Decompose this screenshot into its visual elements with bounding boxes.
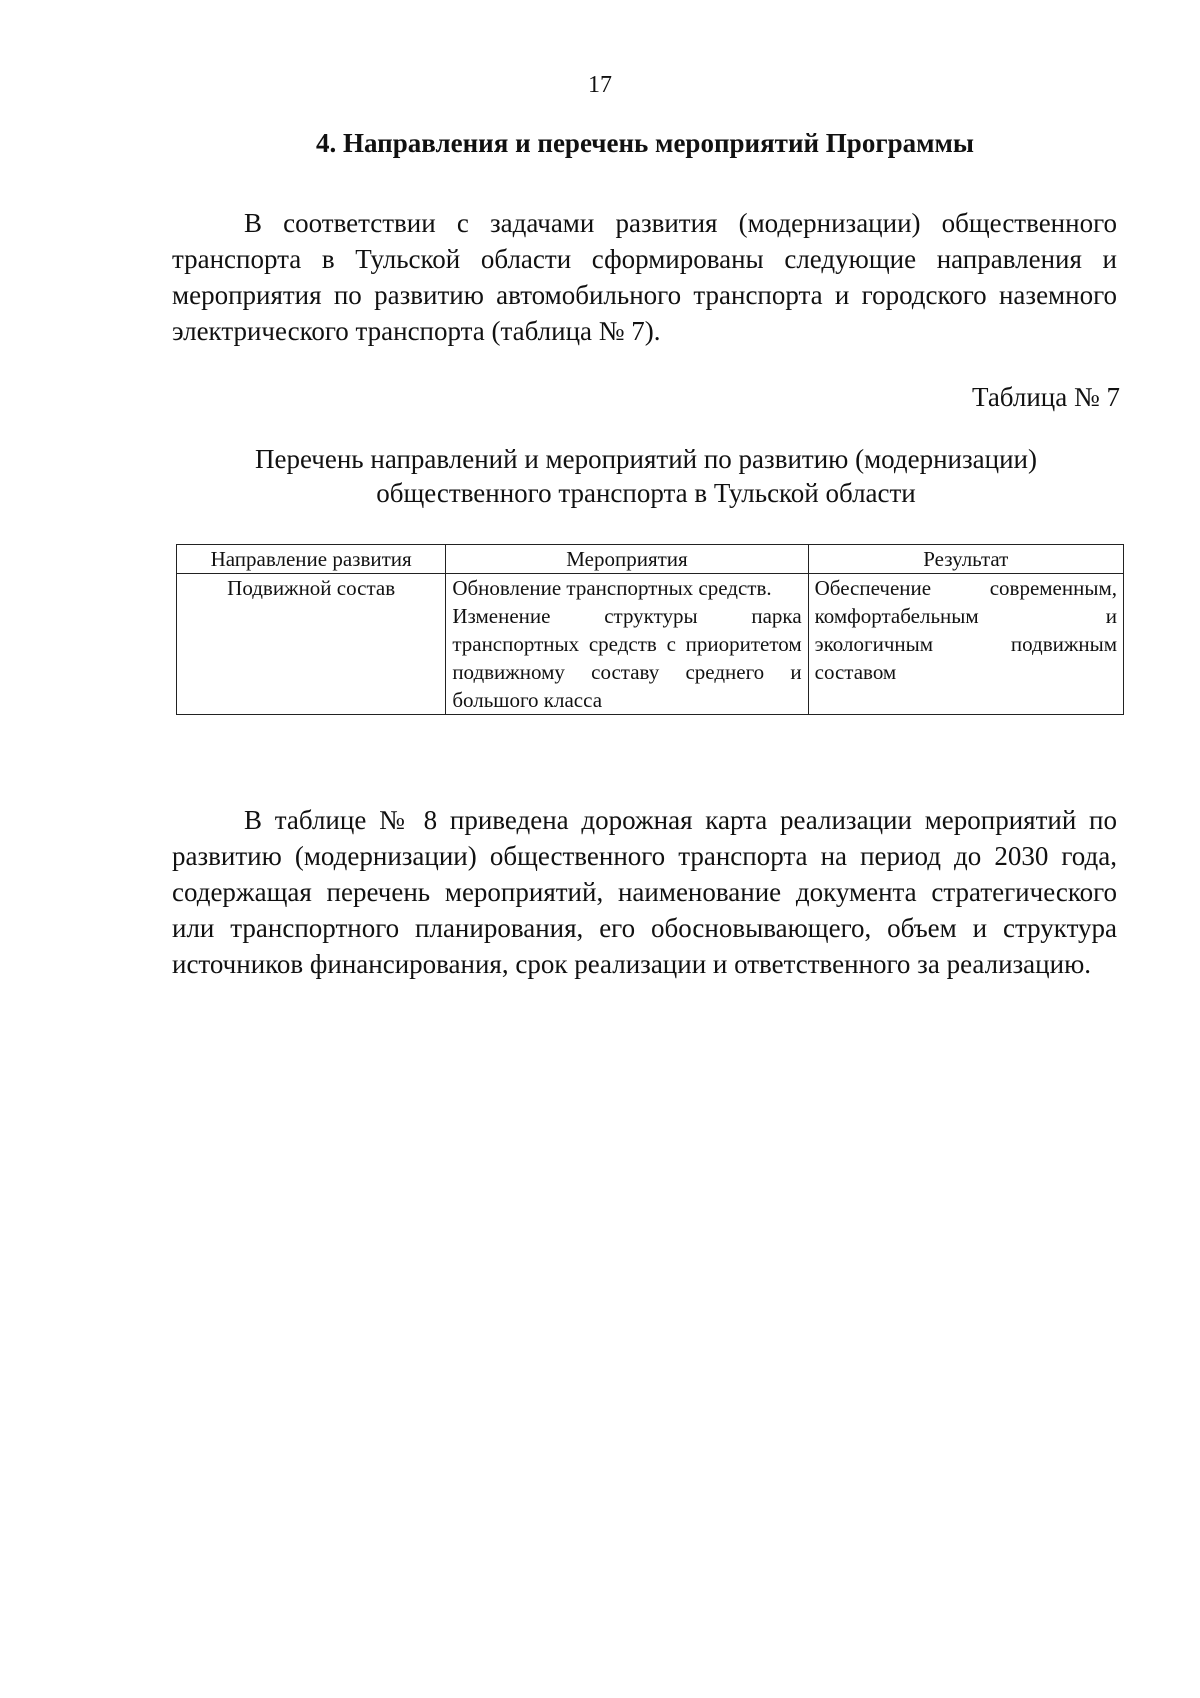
measures-line-2: Изменение структуры парка транспортных средств с приоритетом подвижному составу среднего и большого класса <box>452 604 802 712</box>
section-heading: 4. Направления и перечень мероприятий Программы <box>316 128 974 158</box>
table-caption-line-2: общественного транспорта в Тульской области <box>376 478 916 508</box>
header-direction: Направление развития <box>177 545 446 574</box>
header-result: Результат <box>808 545 1123 574</box>
cell-measures <box>446 574 808 715</box>
measures-line-1: Обновление транспортных средств. <box>452 576 772 600</box>
table-caption <box>172 442 1120 510</box>
page-number: 17 <box>588 72 612 98</box>
intro-paragraph: В соответствии с задачами развития (модернизации) общественного транспорта в Тульской области сформированы следующие направления и мероприятия по развитию автомобильного транспорта и городского наземного электрического транспорта (таблица № 7). <box>172 208 1117 346</box>
table-caption-line-1: Перечень направлений и мероприятий по развитию (модернизации) <box>255 444 1037 474</box>
table-header-row <box>177 545 1124 574</box>
header-measures: Мероприятия <box>446 545 808 574</box>
cell-direction: Подвижной состав <box>177 574 446 715</box>
table-row <box>177 574 1124 715</box>
cell-result: Обеспечение современным, комфортабельным и экологичным подвижным составом <box>808 574 1123 715</box>
table-label: Таблица № 7 <box>972 382 1120 412</box>
roadmap-paragraph: В таблице № 8 приведена дорожная карта реализации мероприятий по развитию (модернизации) общественного транспорта на период до 2030 года, содержащая перечень мероприятий, наименование документа стратегического или транспортного планирования, его обосновывающего, объем и структура источников финансирования, срок реализации и ответственного за реализацию. <box>172 805 1117 979</box>
measures-table <box>176 544 1124 715</box>
